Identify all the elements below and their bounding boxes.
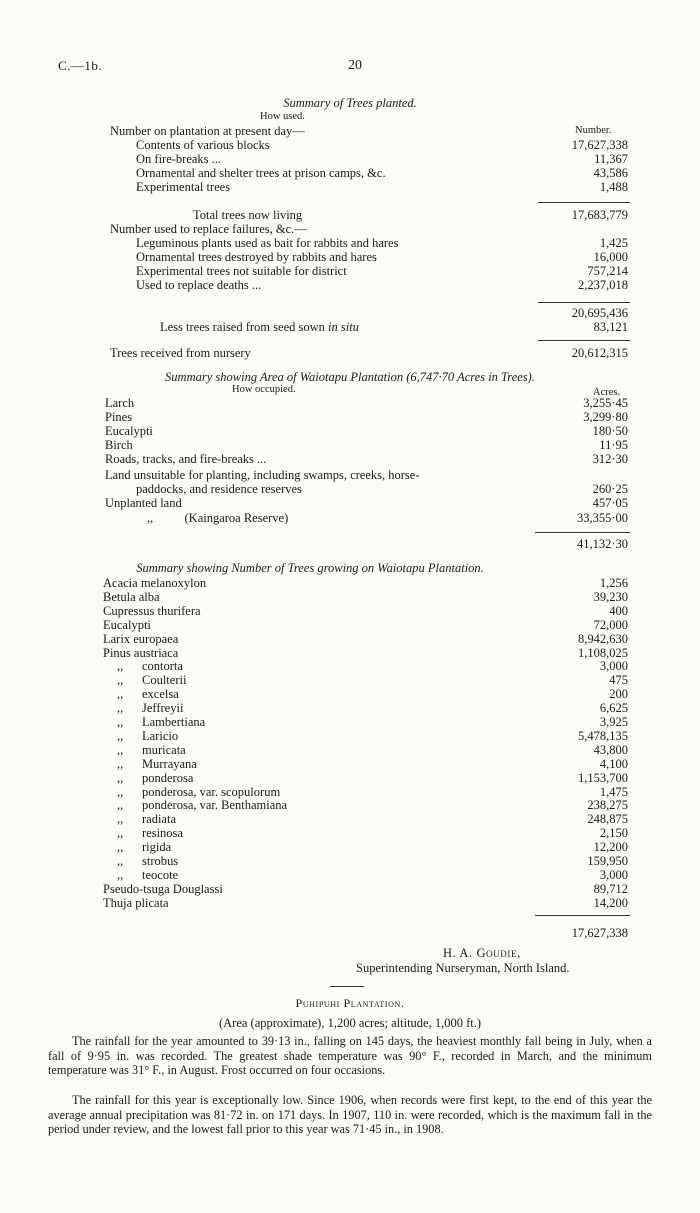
- row-value: 1,425: [599, 236, 628, 250]
- row-label: Eucalypti: [105, 424, 153, 438]
- table-row: [0, 590, 700, 605]
- puhipuhi-heading: Puhipuhi Plantation.: [295, 996, 405, 1010]
- row-value: 17,683,779: [571, 208, 628, 222]
- table-row: [0, 208, 700, 223]
- row-value: 8,942,630: [578, 631, 628, 646]
- table-row: [0, 278, 700, 293]
- row-label: ,, radiata: [117, 812, 177, 827]
- row-label: ,, excelsa: [117, 687, 179, 702]
- row-label: ,, Laricio: [117, 728, 179, 743]
- table-row: [0, 868, 700, 883]
- row-value: 312·30: [592, 452, 628, 466]
- row-label: Trees received from nursery: [110, 346, 251, 360]
- rule: [538, 340, 630, 341]
- summary-area-col-how: How occupied.: [232, 384, 296, 395]
- puhipuhi-subheading: (Area (approximate), 1,200 acres; altitude, 1,000 ft.): [218, 1016, 482, 1030]
- row-value: 238,275: [587, 798, 628, 813]
- row-label: ,, strobus: [117, 854, 179, 868]
- row-value: 11·95: [599, 438, 628, 452]
- puhipuhi-paragraph-1: The rainfall for the year amounted to 39·13 in., falling on 145 days, the heaviest monthly fall being in July, when a fall of 9·95 in. was recorded. The greatest shade temperature was 90° F., recorded in March, and the minimum temperature was 31° F., in August. Frost occurred on four occasions.: [48, 1034, 652, 1078]
- table-row: [0, 785, 700, 800]
- table-row: [0, 604, 700, 619]
- row-value: 72,000: [593, 617, 628, 632]
- table-row: [0, 659, 700, 674]
- row-value: 16,000: [593, 250, 628, 264]
- signature-name: H. A. Goudie,: [443, 946, 521, 960]
- rule: [538, 302, 630, 303]
- table-row: [0, 222, 700, 237]
- row-label: Ornamental and shelter trees at prison camps, &c.: [136, 166, 386, 180]
- row-label: Pines: [105, 410, 133, 424]
- row-value: 1,488: [599, 180, 628, 194]
- table-row: [0, 771, 700, 786]
- row-label: Betula alba: [103, 589, 160, 604]
- row-label: On fire-breaks ...: [136, 152, 222, 166]
- table-row: [0, 715, 700, 730]
- page-header: [58, 58, 648, 76]
- row-label: ,, ponderosa, var. scopulorum: [117, 784, 281, 799]
- row-value: 3,255·45: [583, 396, 628, 410]
- row-label: Used to replace deaths ...: [136, 278, 262, 292]
- row-value: 89,712: [593, 881, 628, 896]
- rule: [535, 915, 630, 916]
- row-value: 12,200: [593, 840, 628, 855]
- row-label: Less trees raised from seed sown in situ: [160, 320, 359, 334]
- table-row: [0, 138, 700, 153]
- table-row: [0, 410, 700, 425]
- table-row: [0, 438, 700, 453]
- row-value: 4,100: [599, 756, 628, 771]
- row-label: ,, ponderosa, var. Benthamiana: [117, 798, 288, 813]
- table-row: [0, 482, 700, 497]
- row-value: 159,950: [587, 854, 628, 868]
- table-row: [0, 320, 700, 335]
- table-row: [0, 812, 700, 827]
- summary-area-col-acres: Acres.: [593, 387, 621, 398]
- row-label: Leguminous plants used as bait for rabbits and hares: [136, 236, 399, 250]
- page-number: 20: [348, 58, 362, 73]
- row-label: Land unsuitable for planting, including swamps, creeks, horse-: [105, 468, 420, 482]
- table-row: [0, 701, 700, 716]
- document-reference: C.—1b.: [58, 58, 103, 73]
- summary-area-title: Summary showing Area of Waiotapu Plantation (6,747·70 Acres in Trees).: [165, 370, 535, 384]
- row-label: Larix europaea: [103, 631, 179, 646]
- row-label: ,, (Kaingaroa Reserve): [147, 511, 289, 525]
- row-value: 20,695,436: [571, 306, 628, 320]
- row-label: Unplanted land: [105, 496, 182, 510]
- table-row: [0, 618, 700, 633]
- table-row: [0, 632, 700, 647]
- summary-planted-col-number: Number.: [575, 125, 612, 136]
- row-label: ,, resinosa: [117, 826, 183, 841]
- row-value: 5,478,135: [578, 728, 628, 743]
- table-row: [0, 757, 700, 772]
- row-label: Larch: [105, 396, 135, 410]
- row-label: Thuja plicata: [103, 895, 169, 910]
- row-label: ,, contorta: [117, 659, 183, 674]
- puhipuhi-paragraph-2: The rainfall for this year is exceptionally low. Since 1906, when records were first kept, to the end of this year the average annual precipitation was 81·72 in. on 171 days. In 1907, 110 in. were recorded, which is the maximum fall in the period under review, and the lowest fall prior to this year was 71·45 in., in 1908.: [48, 1093, 652, 1137]
- table-row: [0, 236, 700, 251]
- row-label: Roads, tracks, and fire-breaks ...: [105, 452, 267, 466]
- table-row: [0, 896, 700, 911]
- rule: [535, 532, 630, 533]
- table-row: [0, 152, 700, 167]
- row-value: 1,475: [599, 784, 628, 799]
- row-value: 3,925: [599, 715, 628, 729]
- row-label: Experimental trees: [136, 180, 231, 194]
- row-value: 1,153,700: [578, 770, 628, 785]
- table-row: [0, 346, 700, 361]
- table-row: [0, 166, 700, 181]
- table-row: [0, 743, 700, 758]
- table-row: [0, 424, 700, 439]
- row-value: 83,121: [593, 320, 628, 334]
- row-value: 3,000: [599, 867, 628, 882]
- table-row: [0, 396, 700, 411]
- row-value: 6,625: [599, 701, 628, 716]
- row-label: ,, muricata: [117, 742, 186, 757]
- row-value: 2,150: [599, 826, 628, 841]
- row-label: Pinus austriaca: [103, 645, 179, 660]
- table-row: [0, 468, 700, 483]
- table-row: [0, 729, 700, 744]
- row-label: Acacia melanoxylon: [103, 576, 207, 590]
- row-label: Birch: [105, 438, 133, 452]
- row-label: Number used to replace failures, &c.—: [110, 222, 307, 236]
- row-value: 400: [609, 603, 628, 618]
- row-value: 248,875: [587, 812, 628, 827]
- row-value: 200: [609, 687, 628, 702]
- row-value: 180·50: [592, 424, 628, 438]
- row-label: ,, Jeffreyii: [117, 701, 184, 716]
- row-value: 20,612,315: [571, 346, 628, 360]
- signature-title: Superintending Nurseryman, North Island.: [356, 961, 570, 975]
- row-value: 43,586: [593, 166, 628, 180]
- row-value: 11,367: [594, 152, 628, 166]
- table-row: [0, 306, 700, 321]
- row-value: 3,299·80: [583, 410, 628, 424]
- table-row: [0, 250, 700, 265]
- row-label: Pseudo-tsuga Douglassi: [103, 881, 223, 896]
- table-row: [0, 840, 700, 855]
- table-row: [0, 826, 700, 841]
- row-value: 475: [609, 673, 628, 688]
- table-row: [0, 576, 700, 591]
- row-value: 33,355·00: [576, 511, 628, 525]
- table-row: [0, 854, 700, 869]
- table-row: [0, 496, 700, 511]
- table-row: [0, 673, 700, 688]
- rule: [538, 202, 630, 203]
- summary-area-total: 41,132·30: [576, 537, 628, 551]
- row-value: 39,230: [593, 589, 628, 604]
- row-label: ,, Lambertiana: [117, 715, 206, 729]
- row-label: Cupressus thurifera: [103, 603, 201, 618]
- table-row: [0, 511, 700, 526]
- row-label: paddocks, and residence reserves: [136, 482, 302, 496]
- row-value: 14,200: [593, 895, 628, 910]
- row-label: ,, teocote: [117, 867, 179, 882]
- row-value: 17,627,338: [571, 138, 628, 152]
- rule: [330, 986, 364, 987]
- row-value: 260·25: [592, 482, 628, 496]
- row-value: 457·05: [592, 496, 628, 510]
- row-label: ,, ponderosa: [117, 770, 194, 785]
- table-row: [0, 180, 700, 195]
- row-value: 43,800: [593, 742, 628, 757]
- row-value: 1,256: [599, 576, 628, 590]
- row-label: Total trees now living: [193, 208, 303, 222]
- table-row: [0, 798, 700, 813]
- summary-planted-col-how: How used.: [260, 111, 305, 122]
- table-row: [0, 264, 700, 279]
- table-row: [0, 452, 700, 467]
- row-label: Number on plantation at present day—: [110, 124, 305, 138]
- row-label: Eucalypti: [103, 617, 151, 632]
- summary-planted-title: Summary of Trees planted.: [283, 96, 417, 110]
- table-row: [0, 882, 700, 897]
- row-value: 2,237,018: [578, 278, 628, 292]
- row-label: ,, rigida: [117, 840, 172, 855]
- row-value: 1,108,025: [578, 645, 628, 660]
- summary-trees-title: Summary showing Number of Trees growing on Waiotapu Plantation.: [136, 561, 484, 575]
- table-row: [0, 687, 700, 702]
- table-row: [0, 646, 700, 661]
- row-value: 3,000: [599, 659, 628, 674]
- row-label: Experimental trees not suitable for district: [136, 264, 347, 278]
- table-row: [0, 124, 700, 139]
- summary-trees-total: 17,627,338: [571, 926, 628, 940]
- row-label: Contents of various blocks: [136, 138, 270, 152]
- row-label: ,, Murrayana: [117, 756, 197, 771]
- row-value: 757,214: [587, 264, 628, 278]
- row-label: ,, Coulterii: [117, 673, 187, 688]
- row-label: Ornamental trees destroyed by rabbits and hares: [136, 250, 377, 264]
